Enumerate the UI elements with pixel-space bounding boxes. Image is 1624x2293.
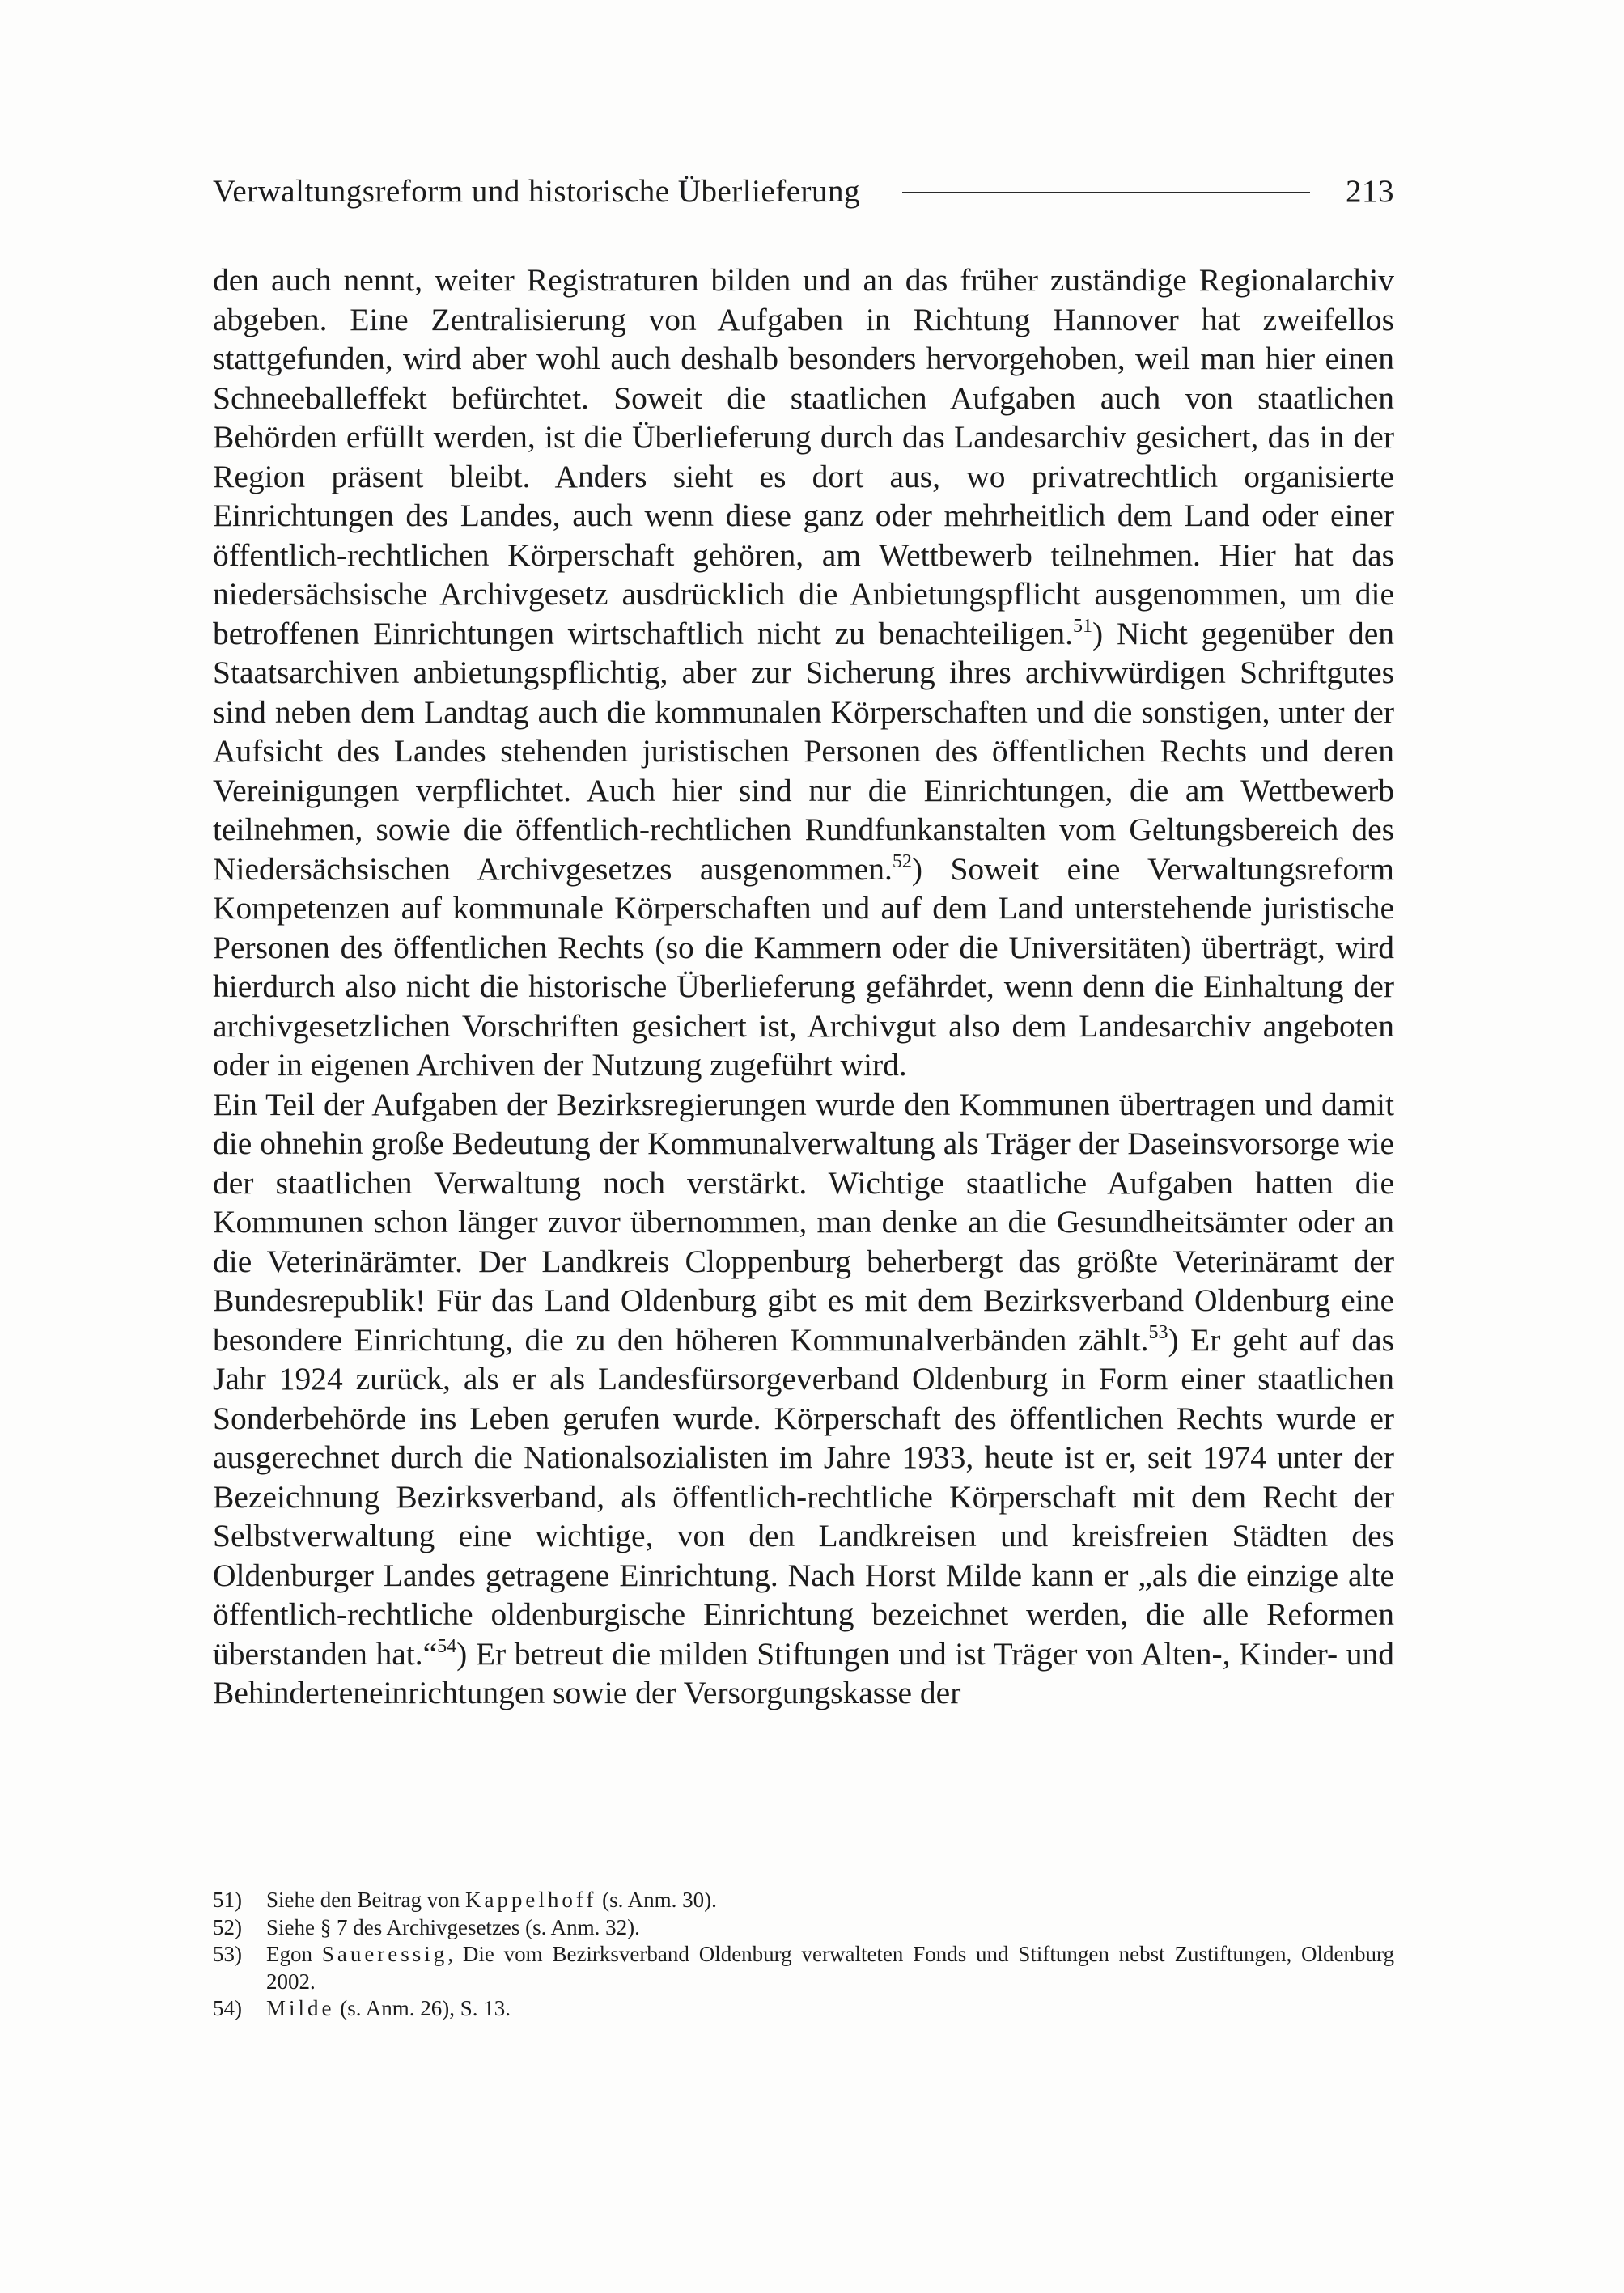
running-head-title: Verwaltungsreform und historische Überlieferung [213, 173, 861, 209]
footnote [213, 1914, 1394, 1942]
footnote [213, 1941, 1394, 1995]
footnote-text-run: Egon [266, 1942, 322, 1966]
footnote-text-run: Siehe den Beitrag von [266, 1888, 465, 1912]
author-name: Milde [266, 1996, 335, 2020]
footnote-ref: 51 [1072, 615, 1092, 637]
footnote-text [266, 1914, 1394, 1942]
footnote-text-run: (s. Anm. 30). [596, 1888, 717, 1912]
footnote-number: 52) [213, 1914, 242, 1939]
footnote [213, 1995, 1394, 2023]
running-head [213, 168, 1394, 214]
footnote-text-run: , Die vom Bezirksverband Oldenburg verwalteten Fonds und Stiftungen nebst Zustiftungen, Oldenburg 2002. [266, 1942, 1394, 1994]
text-run: ) Nicht gegenüber den Staatsarchiven anbietungspflichtig, aber zur Sicherung ihres archivwürdigen Schriftgutes sind neben dem Landtag auch die kommunalen Körperschaften und die sonstigen, unter der Aufsicht des Landes stehenden juristischen Personen des öffentlichen Rechts und deren Vereinigungen verpflichtet. Auch hier sind nur die Einrichtungen, die am Wettbewerb teilnehmen, sowie die öffentlich-rechtlichen Rundfunkanstalten vom Geltungsbereich des Niedersächsischen Archivgesetzes ausgenommen. [213, 615, 1394, 887]
author-name: Saueressig [321, 1942, 448, 1966]
footnote-number: 53) [213, 1942, 242, 1966]
text-run: ) Er geht auf das Jahr 1924 zurück, als er als Landesfürsorgeverband Oldenburg in Form einer staatlichen Sonderbehörde ins Leben gerufen wurde. Körperschaft des öffentlichen Rechts wurde er ausgerechnet durch die Nationalsozialisten im Jahre 1933, heute ist er, seit 1974 unter der Bezeichnung Bezirksverband, als öffentlich-rechtliche Körperschaft mit dem Recht der Selbstverwaltung eine wichtige, von den Landkreisen und kreisfreien Städten des Oldenburger Landes getragene Einrichtung. Nach Horst Milde kann er „als die einzige alte öffentlich-rechtliche oldenburgische Einrichtung bezeichnet werden, die alle Reformen überstanden hat.“ [213, 1321, 1394, 1672]
footnote-ref: 54 [437, 1635, 457, 1657]
footnote-text [266, 1941, 1394, 1995]
body-text [213, 261, 1394, 1713]
footnote-text [266, 1995, 1394, 2023]
footnote-number: 54) [213, 1996, 242, 2020]
text-run: ) Er betreut die milden Stiftungen und ist Träger von Alten-, Kinder- und Behinderteneinrichtungen sowie der Versorgungskasse der [213, 1635, 1394, 1710]
footnote-ref: 53 [1148, 1321, 1168, 1343]
paragraph [213, 1085, 1394, 1713]
paragraph [213, 261, 1394, 1085]
footnotes [213, 1887, 1394, 2023]
text-run: den auch nennt, weiter Registraturen bilden und an das früher zuständige Regionalarchiv abgeben. Eine Zentralisierung von Aufgaben in Richtung Hannover hat zweifellos stattgefunden, wird aber wohl auch deshalb besonders hervorgehoben, weil man hier einen Schneeballeffekt befürchtet. Soweit die staatlichen Aufgaben auch von staatlichen Behörden erfüllt werden, ist die Überlieferung durch das Landesarchiv gesichert, das in der Region präsent bleibt. Anders sieht es dort aus, wo privatrechtlich organisierte Einrichtungen des Landes, auch wenn diese ganz oder mehrheitlich dem Land oder einer öffentlich-rechtlichen Körperschaft gehören, am Wettbewerb teilnehmen. Hier hat das niedersächsische Archivgesetz ausdrücklich die Anbietungspflicht ausgenommen, um die betroffenen Einrichtungen wirtschaftlich nicht zu benachteiligen. [213, 262, 1394, 651]
footnote-text [266, 1887, 1394, 1914]
page-number: 213 [1346, 173, 1394, 209]
footnote-text-run: Siehe § 7 des Archivgesetzes (s. Anm. 32). [266, 1914, 640, 1939]
footnote-ref: 52 [892, 850, 912, 872]
footnote [213, 1887, 1394, 1914]
header-rule [902, 192, 1310, 193]
text-run: ) Soweit eine Verwaltungsreform Kompetenzen auf kommunale Körperschaften und auf dem Land unterstehende juristische Personen des öffentlichen Rechts (so die Kammern oder die Universitäten) überträgt, wird hierdurch also nicht die historische Überlieferung gefährdet, wenn denn die Einhaltung der archivgesetzlichen Vorschriften gesichert ist, Archivgut also dem Landesarchiv angeboten oder in eigenen Archiven der Nutzung zugeführt wird. [213, 850, 1394, 1083]
text-run: Ein Teil der Aufgaben der Bezirksregierungen wurde den Kommunen übertragen und damit die ohnehin große Bedeutung der Kommunalverwaltung als Träger der Daseinsvorsorge wie der staatlichen Verwaltung noch verstärkt. Wichtige staatliche Aufgaben hatten die Kommunen schon länger zuvor übernommen, man denke an die Gesundheitsämter oder an die Veterinärämter. Der Landkreis Cloppenburg beherbergt das größte Veterinäramt der Bundesrepublik! Für das Land Oldenburg gibt es mit dem Bezirksverband Oldenburg eine besondere Einrichtung, die zu den höheren Kommunalverbänden zählt. [213, 1086, 1394, 1358]
footnote-text-run: (s. Anm. 26), S. 13. [334, 1996, 511, 2020]
author-name: Kappelhoff [464, 1888, 597, 1912]
footnote-number: 51) [213, 1888, 242, 1912]
